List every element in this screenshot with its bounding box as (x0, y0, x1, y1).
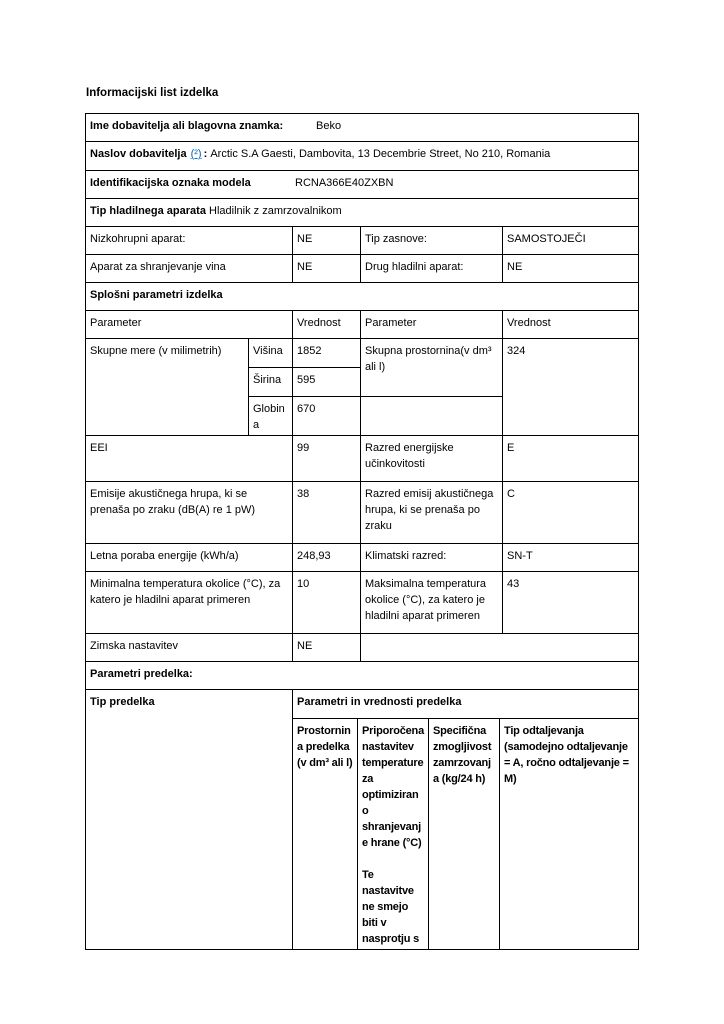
value-header-1: Vrednost (293, 311, 361, 339)
noise-class-value: C (503, 482, 639, 544)
model-cell (86, 171, 639, 199)
row-eei (86, 436, 639, 482)
compartment-temp-text: Priporočena nastavitev temperature za optimizirano shranjevanje hrane (°C) (362, 725, 424, 849)
winter-label: Zimska nastavitev (86, 634, 293, 662)
document-page (85, 85, 638, 950)
climate-value: SN-T (503, 544, 639, 572)
min-temp-label: Minimalna temperatura okolice (°C), za katero je hladilni aparat primeren (86, 572, 293, 634)
compartment-defrost-header: Tip odtaljevanja (samodejno odtaljevanje = A, ročno odtaljevanje = M) (500, 719, 639, 950)
noise-value: 38 (293, 482, 361, 544)
address-colon: : (203, 148, 211, 160)
height-value: 1852 (293, 339, 361, 368)
energy-class-value: E (503, 436, 639, 482)
compartment-temp-header (358, 719, 429, 950)
param-header-2: Parameter (361, 311, 503, 339)
design-label: Tip zasnove: (361, 227, 503, 255)
compartment-temp-note: Te nastavitve ne smejo biti v nasprotju s (362, 869, 420, 945)
row-model (86, 171, 639, 199)
page-title: Informacijski list izdelka (86, 87, 219, 99)
wine-label: Aparat za shranjevanje vina (86, 255, 293, 283)
compartment-params-header: Parametri in vrednosti predelka (293, 690, 639, 719)
appliance-type-value: Hladilnik z zamrzovalnikom (209, 205, 342, 217)
compartment-table (85, 689, 639, 950)
paragraph-spacer (362, 851, 424, 867)
dimensions-label: Skupne mere (v milimetrih) (86, 339, 249, 436)
brand-value: Beko (316, 120, 342, 132)
compartment-volume-header: Prostornina predelka (v dm³ ali l) (293, 719, 358, 950)
appliance-type-cell (86, 199, 639, 227)
row-noise (86, 482, 639, 544)
param-header-1: Parameter (86, 311, 293, 339)
eei-value: 99 (293, 436, 361, 482)
row-low-noise (86, 227, 639, 255)
compartment-freeze-header: Specifična zmogljivost zamrzovanja (kg/24 h) (429, 719, 500, 950)
max-temp-label: Maksimalna temperatura okolice (°C), za katero je hladilni aparat primeren (361, 572, 503, 634)
winter-value: NE (293, 634, 361, 662)
empty-cell (361, 397, 503, 436)
footnote-2-link[interactable]: (²) (190, 148, 202, 160)
address-value: Arctic S.A Gaesti, Dambovita, 13 Decembrie Street, No 210, Romania (210, 148, 551, 160)
min-temp-value: 10 (293, 572, 361, 634)
row-compartment-header (86, 690, 639, 719)
row-param-header (86, 311, 639, 339)
depth-label: Globina (249, 397, 293, 436)
row-ambient-temp (86, 572, 639, 634)
depth-value: 670 (293, 397, 361, 436)
value-header-2: Vrednost (503, 311, 639, 339)
empty-cell (361, 634, 639, 662)
wine-value: NE (293, 255, 361, 283)
row-dimensions-height (86, 339, 639, 368)
other-appliance-value: NE (503, 255, 639, 283)
low-noise-value: NE (293, 227, 361, 255)
eei-label: EEI (86, 436, 293, 482)
noise-label: Emisije akustičnega hrupa, ki se prenaša po zraku (dB(A) re 1 pW) (86, 482, 293, 544)
row-appliance-type (86, 199, 639, 227)
total-volume-value: 324 (503, 339, 639, 436)
model-value: RCNA366E40ZXBN (295, 177, 394, 189)
compartment-section-title: Parametri predelka: (86, 662, 639, 690)
noise-class-label: Razred emisij akustičnega hrupa, ki se prenaša po zraku (361, 482, 503, 544)
total-volume-label: Skupna prostornina(v dm³ ali l) (361, 339, 503, 397)
row-compartment-section (86, 662, 639, 690)
energy-class-label: Razred energijske učinkovitosti (361, 436, 503, 482)
climate-label: Klimatski razred: (361, 544, 503, 572)
energy-label: Letna poraba energije (kWh/a) (86, 544, 293, 572)
low-noise-label: Nizkohrupni aparat: (86, 227, 293, 255)
brand-cell (86, 114, 639, 142)
design-value: SAMOSTOJEČI (503, 227, 639, 255)
general-section-title: Splošni parametri izdelka (86, 283, 639, 311)
row-winter (86, 634, 639, 662)
max-temp-value: 43 (503, 572, 639, 634)
appliance-type-label: Tip hladilnega aparata (90, 205, 206, 217)
row-wine (86, 255, 639, 283)
compartment-type-label: Tip predelka (86, 690, 293, 950)
model-label: Identifikacijska oznaka modela (90, 177, 251, 189)
row-address (86, 142, 639, 171)
product-info-table (85, 113, 639, 690)
row-general-section (86, 283, 639, 311)
row-energy (86, 544, 639, 572)
energy-value: 248,93 (293, 544, 361, 572)
width-value: 595 (293, 368, 361, 397)
other-appliance-label: Drug hladilni aparat: (361, 255, 503, 283)
brand-label: Ime dobavitelja ali blagovna znamka: (90, 120, 284, 132)
address-cell (86, 142, 639, 171)
row-brand (86, 114, 639, 142)
address-label: Naslov dobavitelja (90, 148, 187, 160)
height-label: Višina (249, 339, 293, 368)
width-label: Širina (249, 368, 293, 397)
